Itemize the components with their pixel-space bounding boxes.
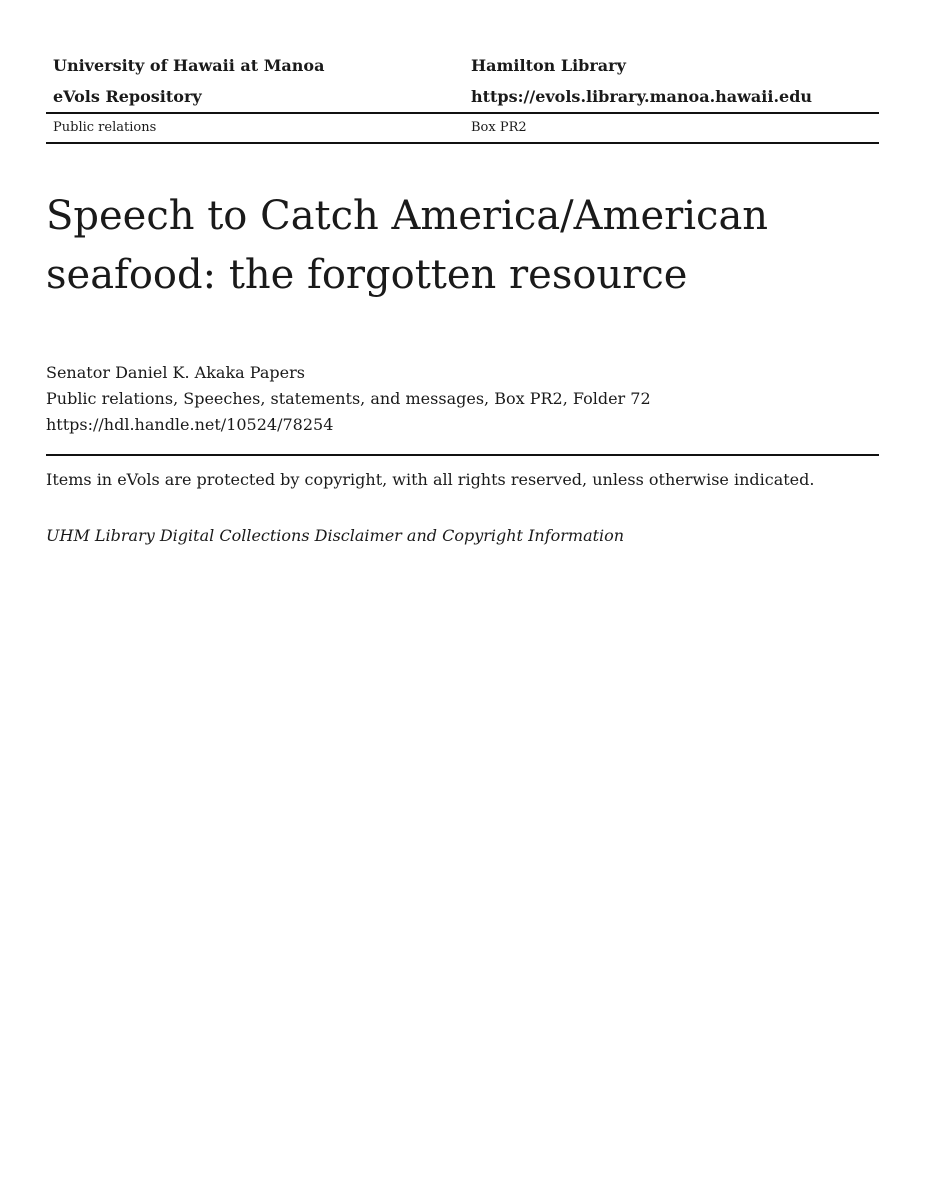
repository-url-link[interactable]: https://evols.library.manoa.hawaii.edu	[471, 87, 813, 106]
header-divider-bottom	[46, 142, 879, 144]
document-title: Speech to Catch America/American seafood: the forgotten resource	[46, 193, 769, 298]
institution-name: University of Hawaii at Manoa	[53, 56, 325, 75]
folder-location: Public relations, Speeches, statements, and messages, Box PR2, Folder 72	[46, 389, 651, 408]
repository-name: eVols Repository	[53, 87, 202, 106]
library-name: Hamilton Library	[471, 56, 626, 75]
collection-name: Senator Daniel K. Akaka Papers	[46, 363, 305, 382]
series-label: Public relations	[53, 120, 157, 135]
disclaimer-link[interactable]: UHM Library Digital Collections Disclaimer and Copyright Information	[46, 526, 625, 545]
handle-link[interactable]: https://hdl.handle.net/10524/78254	[46, 415, 334, 434]
box-label: Box PR2	[471, 120, 527, 135]
document-metadata	[46, 360, 879, 438]
repository-header	[46, 50, 879, 144]
header-row-3	[46, 114, 879, 142]
rights-statement: Items in eVols are protected by copyright, with all rights reserved, unless otherwise indicated.	[46, 470, 815, 489]
header-row-1	[46, 50, 879, 81]
metadata-divider	[46, 454, 879, 456]
header-row-2	[46, 81, 879, 112]
